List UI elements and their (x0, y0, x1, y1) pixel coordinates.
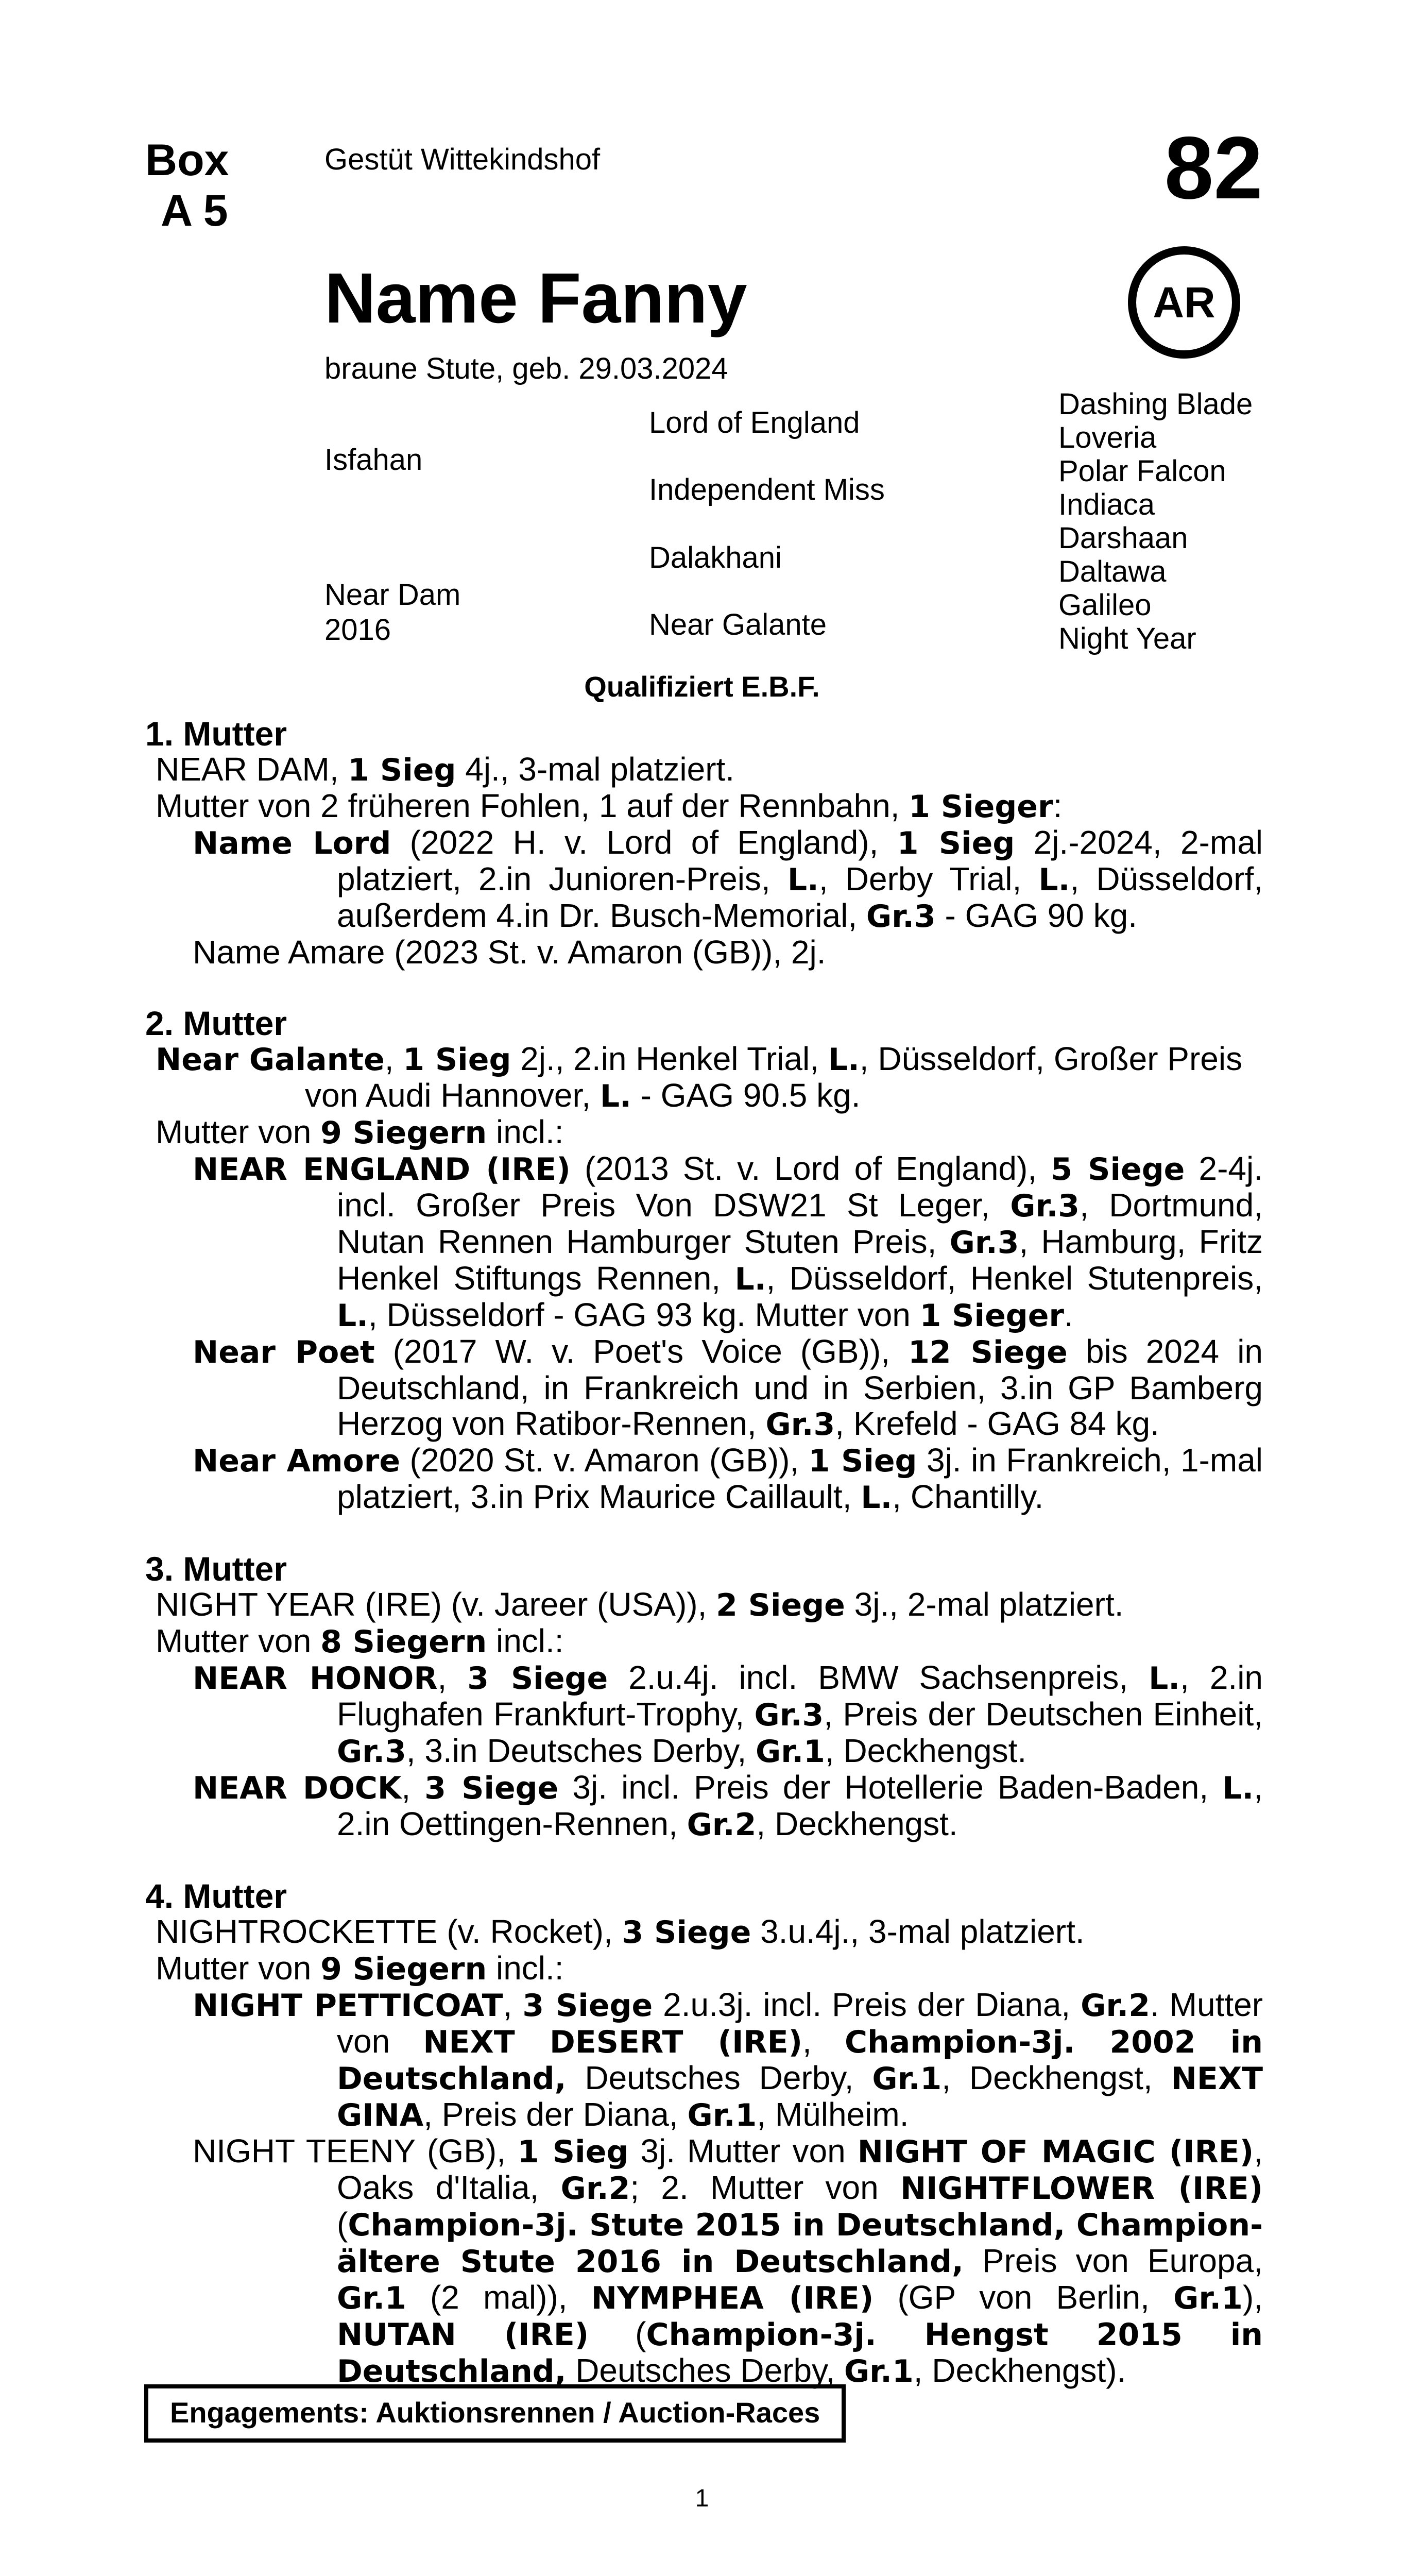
pedigree-dam-year: 2016 (324, 613, 391, 647)
section-title-m2: 2. Mutter (145, 1004, 287, 1042)
page-number: 1 (695, 2485, 709, 2512)
box-number (145, 135, 229, 236)
pedigree-gen2-3: Dalakhani (649, 541, 782, 574)
offspring-entry: NIGHT TEENY (GB), 1 Sieg 3j. Mutter von NIGHT OF MAGIC (IRE), Oaks d'Italia, Gr.2; 2. Mutter von NIGHTFLOWER (IRE) (Champion-3j. Stute 2015 in Deutschland, Champion-ältere Stute 2016 in Deutschland, Preis von Europa, Gr.1 (2 mal)), NYMPHEA (IRE) (GP von Berlin, Gr.1), NUTAN (IRE) (Champion-3j. Hengst 2015 in Deutschland, Deutsches Derby, Gr.1, Deckhengst). (193, 2132, 1263, 2389)
dam-record-m2: Near Galante, 1 Sieg 2j., 2.in Henkel Trial, L., Düsseldorf, Großer Preis von Audi Hannover, L. - GAG 90.5 kg. (156, 1040, 1243, 1114)
pedigree-gen3-3: Polar Falcon (1058, 454, 1226, 488)
pedigree-gen2-4: Near Galante (649, 608, 827, 641)
ar-badge (1128, 246, 1240, 359)
section-title-m4: 4. Mutter (145, 1877, 287, 1915)
pedigree-gen3-6: Daltawa (1058, 555, 1167, 588)
ar-badge-label: AR (1153, 278, 1215, 327)
dam-record-m1: NEAR DAM, 1 Sieg 4j., 3-mal platziert. (156, 751, 735, 788)
stud-name: Gestüt Wittekindshof (324, 143, 601, 176)
pedigree-gen3-7: Galileo (1058, 588, 1152, 622)
pedigree-gen3-1: Dashing Blade (1058, 387, 1253, 421)
offspring-entry: Near Amore (2020 St. v. Amaron (GB)), 1 Sieg 3j. in Frankreich, 1-mal platziert, 3.in Prix Maurice Caillault, L., Chantilly. (193, 1442, 1263, 1516)
family-text (145, 716, 1263, 2389)
dam-record-m3: NIGHT YEAR (IRE) (v. Jareer (USA)), 2 Siege 3j., 2-mal platziert. (156, 1586, 1124, 1623)
offspring-entry: NEAR DOCK, 3 Siege 3j. incl. Preis der Hotellerie Baden-Baden, L., 2.in Oettingen-Rennen, Gr.2, Deckhengst. (193, 1769, 1263, 1843)
pedigree-gen3-8: Night Year (1058, 622, 1196, 655)
lot-number: 82 (1164, 118, 1263, 217)
pedigree-gen2-1: Lord of England (649, 406, 860, 439)
pedigree-sire: Isfahan (324, 443, 423, 477)
produce-summary-m2: Mutter von 9 Siegern incl.: (156, 1113, 564, 1151)
dam-record-m4: NIGHTROCKETTE (v. Rocket), 3 Siege 3.u.4j., 3-mal platziert. (156, 1913, 1085, 1951)
section-title-m1: 1. Mutter (145, 715, 287, 753)
offspring-entry: NEAR HONOR, 3 Siege 2.u.4j. incl. BMW Sachsenpreis, L., 2.in Flughafen Frankfurt-Trophy, Gr.3, Preis der Deutschen Einheit, Gr.3, 3.in Deutsches Derby, Gr.1, Deckhengst. (193, 1659, 1263, 1770)
produce-summary-m1: Mutter von 2 früheren Fohlen, 1 auf der Rennbahn, 1 Sieger: (156, 787, 1063, 825)
pedigree-gen2-2: Independent Miss (649, 473, 885, 506)
offspring-entry: NEAR ENGLAND (IRE) (2013 St. v. Lord of England), 5 Siege 2-4j. incl. Großer Preis Von DSW21 St Leger, Gr.3, Dortmund, Nutan Rennen Hamburger Stuten Preis, Gr.3, Hamburg, Fritz Henkel Stiftungs Rennen, L., Düsseldorf, Henkel Stutenpreis, L., Düsseldorf - GAG 93 kg. Mutter von 1 Sieger. (193, 1150, 1263, 1334)
engagements-box: Engagements: Auktionsrennen / Auction-Races (144, 2384, 846, 2443)
section-title-m3: 3. Mutter (145, 1550, 287, 1588)
offspring-entry: NIGHT PETTICOAT, 3 Siege 2.u.3j. incl. Preis der Diana, Gr.2. Mutter von NEXT DESERT (IRE), Champion-3j. 2002 in Deutschland, Deutsches Derby, Gr.1, Deckhengst, NEXT GINA, Preis der Diana, Gr.1, Mülheim. (193, 1986, 1263, 2133)
pedigree-gen3-2: Loveria (1058, 421, 1157, 454)
produce-summary-m3: Mutter von 8 Siegern incl.: (156, 1622, 564, 1660)
horse-name: Name Fanny (324, 259, 747, 338)
pedigree-gen3-5: Darshaan (1058, 521, 1188, 555)
qualification: Qualifiziert E.B.F. (584, 670, 820, 703)
pedigree-gen3 (1058, 387, 1253, 655)
offspring-entry: Name Amare (2023 St. v. Amaron (GB)), 2j. (193, 934, 826, 971)
offspring-entry: Near Poet (2017 W. v. Poet's Voice (GB)), 12 Siege bis 2024 in Deutschland, in Frankreich und in Serbien, 3.in GP Bamberg Herzog von Ratibor-Rennen, Gr.3, Krefeld - GAG 84 kg. (193, 1333, 1263, 1443)
box-id: A 5 (161, 186, 228, 235)
pedigree-gen3-4: Indiaca (1058, 488, 1155, 521)
offspring-entry: Name Lord (2022 H. v. Lord of England), 1 Sieg 2j.-2024, 2-mal platziert, 2.in Junioren-Preis, L., Derby Trial, L., Düsseldorf, außerdem 4.in Dr. Busch-Memorial, Gr.3 - GAG 90 kg. (193, 824, 1263, 935)
pedigree-dam: Near Dam (324, 578, 461, 612)
box-label: Box (145, 135, 229, 185)
horse-description: braune Stute, geb. 29.03.2024 (324, 352, 728, 385)
produce-summary-m4: Mutter von 9 Siegern incl.: (156, 1950, 564, 1987)
